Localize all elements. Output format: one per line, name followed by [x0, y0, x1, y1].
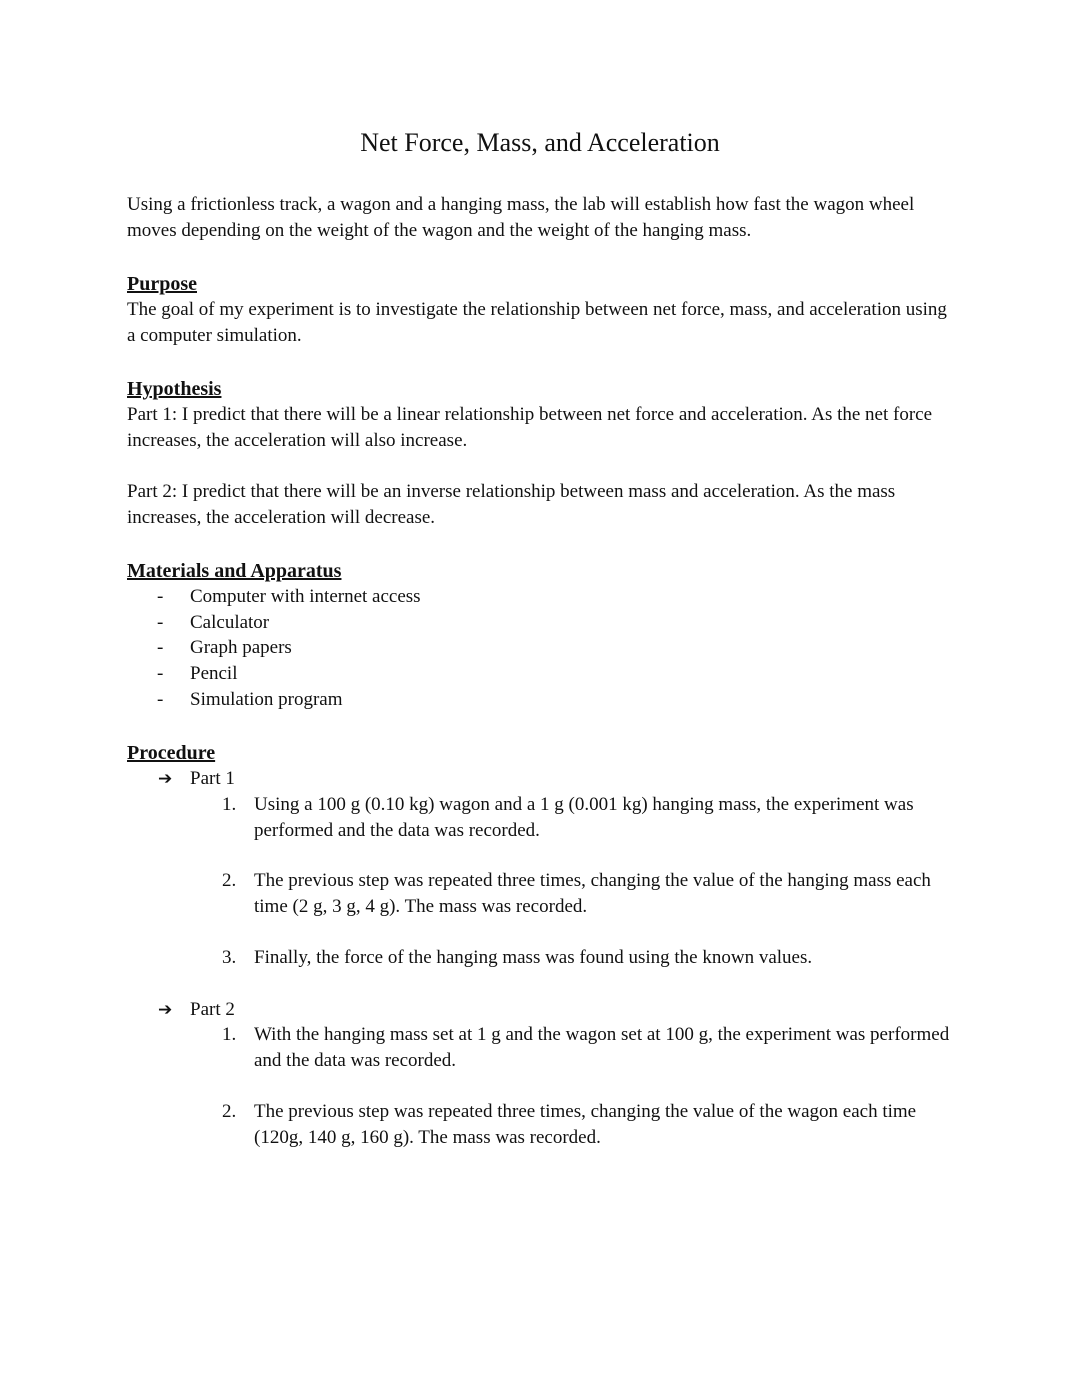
- step-number: 1.: [222, 794, 237, 815]
- materials-heading: Materials and Apparatus: [127, 560, 342, 582]
- list-item-text: Computer with internet access: [190, 586, 421, 607]
- bullet-dash: -: [157, 586, 164, 607]
- arrow-right-icon: ➔: [158, 1000, 173, 1020]
- purpose-paragraph: The goal of my experiment is to investigate the relationship between net force, mass, and acceleration using a computer simulation.: [127, 299, 947, 346]
- step-number: 2.: [222, 1101, 237, 1122]
- bullet-dash: -: [157, 637, 164, 658]
- step-text: Finally, the force of the hanging mass was found using the known values.: [254, 947, 813, 968]
- procedure-heading: Procedure: [127, 742, 216, 764]
- list-item-text: Pencil: [190, 663, 238, 684]
- step-text: With the hanging mass set at 1 g and the wagon set at 100 g, the experiment was performed and the data was recorded.: [254, 1024, 950, 1071]
- list-item-text: Simulation program: [190, 689, 343, 710]
- hypothesis-part2: Part 2: I predict that there will be an inverse relationship between mass and acceleration. As the mass increases, the acceleration will decrease.: [127, 481, 896, 528]
- hypothesis-part1: Part 1: I predict that there will be a linear relationship between net force and acceleration. As the net force increases, the acceleration will also increase.: [127, 404, 933, 451]
- step-number: 2.: [222, 870, 237, 891]
- arrow-right-icon: ➔: [158, 769, 173, 789]
- step-text: The previous step was repeated three times, changing the value of the wagon each time (120g, 140 g, 160 g). The mass was recorded.: [254, 1101, 917, 1148]
- step-text: The previous step was repeated three times, changing the value of the hanging mass each time (2 g, 3 g, 4 g). The mass was recorded.: [254, 870, 931, 917]
- bullet-dash: -: [157, 689, 164, 710]
- intro-paragraph: Using a frictionless track, a wagon and a hanging mass, the lab will establish how fast the wagon wheel moves depending on the weight of the wagon and the weight of the hanging mass.: [127, 194, 915, 241]
- list-item-text: Graph papers: [190, 637, 292, 658]
- bullet-dash: -: [157, 612, 164, 633]
- bullet-dash: -: [157, 663, 164, 684]
- step-text: Using a 100 g (0.10 kg) wagon and a 1 g (0.001 kg) hanging mass, the experiment was performed and the data was recorded.: [254, 794, 914, 841]
- hypothesis-heading: Hypothesis: [127, 378, 222, 400]
- step-number: 3.: [222, 947, 237, 968]
- part-label: Part 1: [190, 768, 235, 789]
- part-label: Part 2: [190, 999, 235, 1020]
- step-number: 1.: [222, 1024, 237, 1045]
- purpose-heading: Purpose: [127, 273, 197, 295]
- page-title: Net Force, Mass, and Acceleration: [360, 128, 720, 157]
- list-item-text: Calculator: [190, 612, 270, 633]
